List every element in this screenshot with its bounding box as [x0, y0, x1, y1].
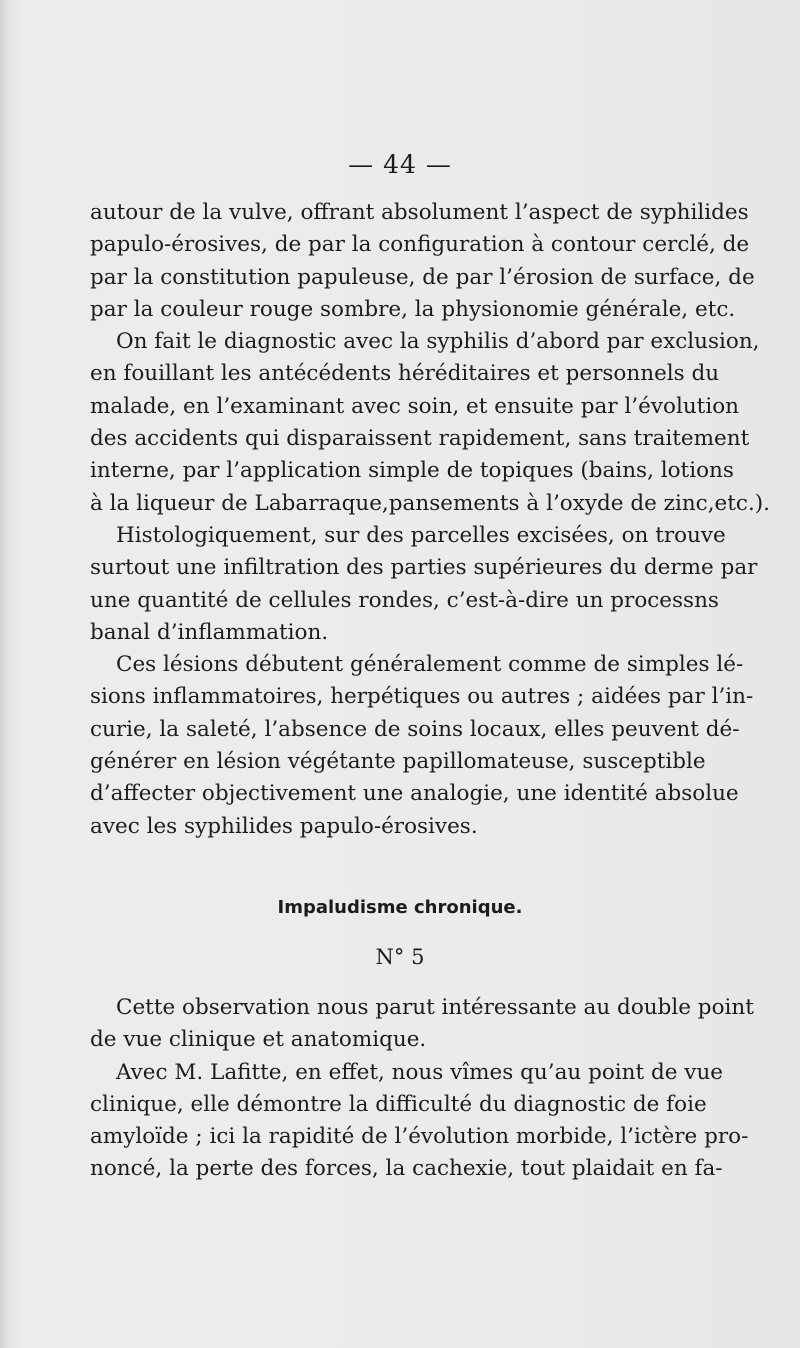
- text-line: par la constitution papuleuse, de par l’érosion de surface, de: [90, 264, 755, 290]
- text-line: autour de la vulve, offrant absolument l’aspect de syphilides: [90, 200, 749, 225]
- case-number: N° 5: [375, 945, 425, 969]
- text-line: banal d’inflammation.: [90, 619, 329, 645]
- body-text-block-2: [90, 992, 754, 1186]
- text-line: Histologiquement, sur des parcelles excisées, on trouve: [116, 522, 726, 548]
- text-line: curie, la saleté, l’absence de soins locaux, elles peuvent dé-: [90, 716, 740, 742]
- section-heading: Impaludisme chronique.: [277, 897, 523, 918]
- text-line: surtout une infiltration des parties supérieures du derme par: [90, 555, 758, 581]
- text-line: Ces lésions débutent généralement comme de simples lé-: [116, 652, 744, 678]
- text-line: des accidents qui disparaissent rapidement, sans traitement: [90, 426, 750, 452]
- text-line: une quantité de cellules rondes, c’est-à-dire un processns: [90, 587, 719, 613]
- text-line: générer en lésion végétante papillomateuse, susceptible: [90, 749, 706, 775]
- text-line: à la liqueur de Labarraque,pansements à l’oxyde de zinc,etc.).: [90, 490, 771, 516]
- text-line: On fait le diagnostic avec la syphilis d’abord par exclusion,: [116, 329, 760, 355]
- text-line: sions inflammatoires, herpétiques ou autres ; aidées par l’in-: [90, 684, 754, 710]
- text-line: clinique, elle démontre la difficulté du diagnostic de foie: [90, 1091, 707, 1117]
- page-number: — 44 —: [348, 150, 452, 179]
- text-line: avec les syphilides papulo-érosives.: [90, 813, 478, 839]
- text-line: d’affecter objectivement une analogie, une identité absolue: [90, 781, 739, 807]
- text-line: malade, en l’examinant avec soin, et ensuite par l’évolution: [90, 393, 739, 419]
- text-line: papulo-érosives, de par la configuration à contour cerclé, de: [90, 232, 750, 258]
- text-line: de vue clinique et anatomique.: [90, 1027, 427, 1053]
- text-line: Avec M. Lafitte, en effet, nous vîmes qu’au point de vue: [116, 1059, 724, 1085]
- text-line: en fouillant les antécédents héréditaires et personnels du: [90, 361, 720, 387]
- text-line: amyloïde ; ici la rapidité de l’évolution morbide, l’ictère pro-: [90, 1124, 749, 1150]
- text-line: Cette observation nous parut intéressante au double point: [116, 995, 754, 1020]
- text-line: par la couleur rouge sombre, la physionomie générale, etc.: [90, 296, 736, 322]
- body-text-block-1: [90, 197, 771, 843]
- text-line: noncé, la perte des forces, la cachexie, tout plaidait en fa-: [90, 1156, 723, 1182]
- text-line: interne, par l’application simple de topiques (bains, lotions: [90, 458, 734, 484]
